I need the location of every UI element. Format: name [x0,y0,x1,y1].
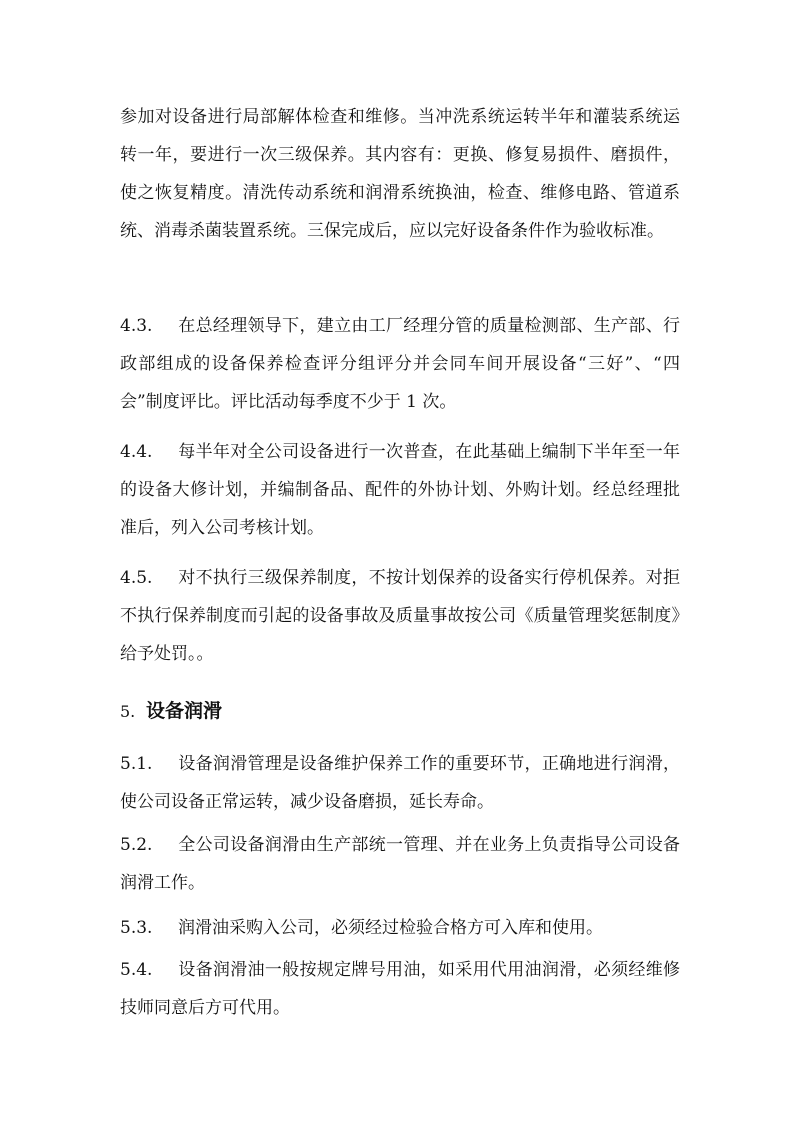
clause-4-3 [120,307,680,421]
section-number: 5. [120,702,136,721]
clause-text: 设备润滑油一般按规定牌号用油，如采用代用油润滑，必须经维修技师同意后方可代用。 [120,960,680,1018]
clause-number: 4.4. [120,442,153,462]
clause-text: 全公司设备润滑由生产部统一管理、并在业务上负责指导公司设备润滑工作。 [120,835,680,893]
clause-text: 每半年对全公司设备进行一次普查，在此基础上编制下半年至一年的设备大修计划，并编制备品、配件的外协计划、外购计划。经总经理批准后，列入公司考核计划。 [120,442,680,538]
clause-number: 5.2. [120,835,153,855]
clause-5-1 [120,745,680,821]
clause-4-5 [120,559,680,673]
clause-number: 5.3. [120,918,153,938]
clause-5-2 [120,826,680,902]
clause-number: 5.1. [120,754,153,774]
clause-number: 4.5. [120,568,153,588]
section-title: 设备润滑 [146,700,223,722]
clause-5-3 [120,909,680,947]
clause-5-4 [120,951,680,1027]
clause-number: 4.3. [120,316,153,336]
continuation-paragraph: 参加对设备进行局部解体检查和维修。当冲洗系统运转半年和灌装系统运转一年，要进行一次三级保养。其内容有：更换、修复易损件、磨损件，使之恢复精度。清洗传动系统和润滑系统换油，检查、维修电路、管道系统、消毒杀菌装置系统。三保完成后，应以完好设备条件作为验收标准。 [120,107,680,241]
clause-4-4 [120,433,680,547]
clause-text: 润滑油采购入公司，必须经过检验合格方可入库和使用。 [178,918,603,938]
clause-text: 在总经理领导下，建立由工厂经理分管的质量检测部、生产部、行政部组成的设备保养检查评分组评分并会同车间开展设备“三好”、“四会”制度评比。评比活动每季度不少于 1 次。 [120,316,680,412]
clause-text: 对不执行三级保养制度，不按计划保养的设备实行停机保养。对拒不执行保养制度而引起的设备事故及质量事故按公司《质量管理奖惩制度》给予处罚。。 [120,568,680,664]
clause-text: 设备润滑管理是设备维护保养工作的重要环节，正确地进行润滑，使公司设备正常运转，减少设备磨损，延长寿命。 [120,754,680,812]
section-5-heading [120,696,680,727]
clause-number: 5.4. [120,960,153,980]
